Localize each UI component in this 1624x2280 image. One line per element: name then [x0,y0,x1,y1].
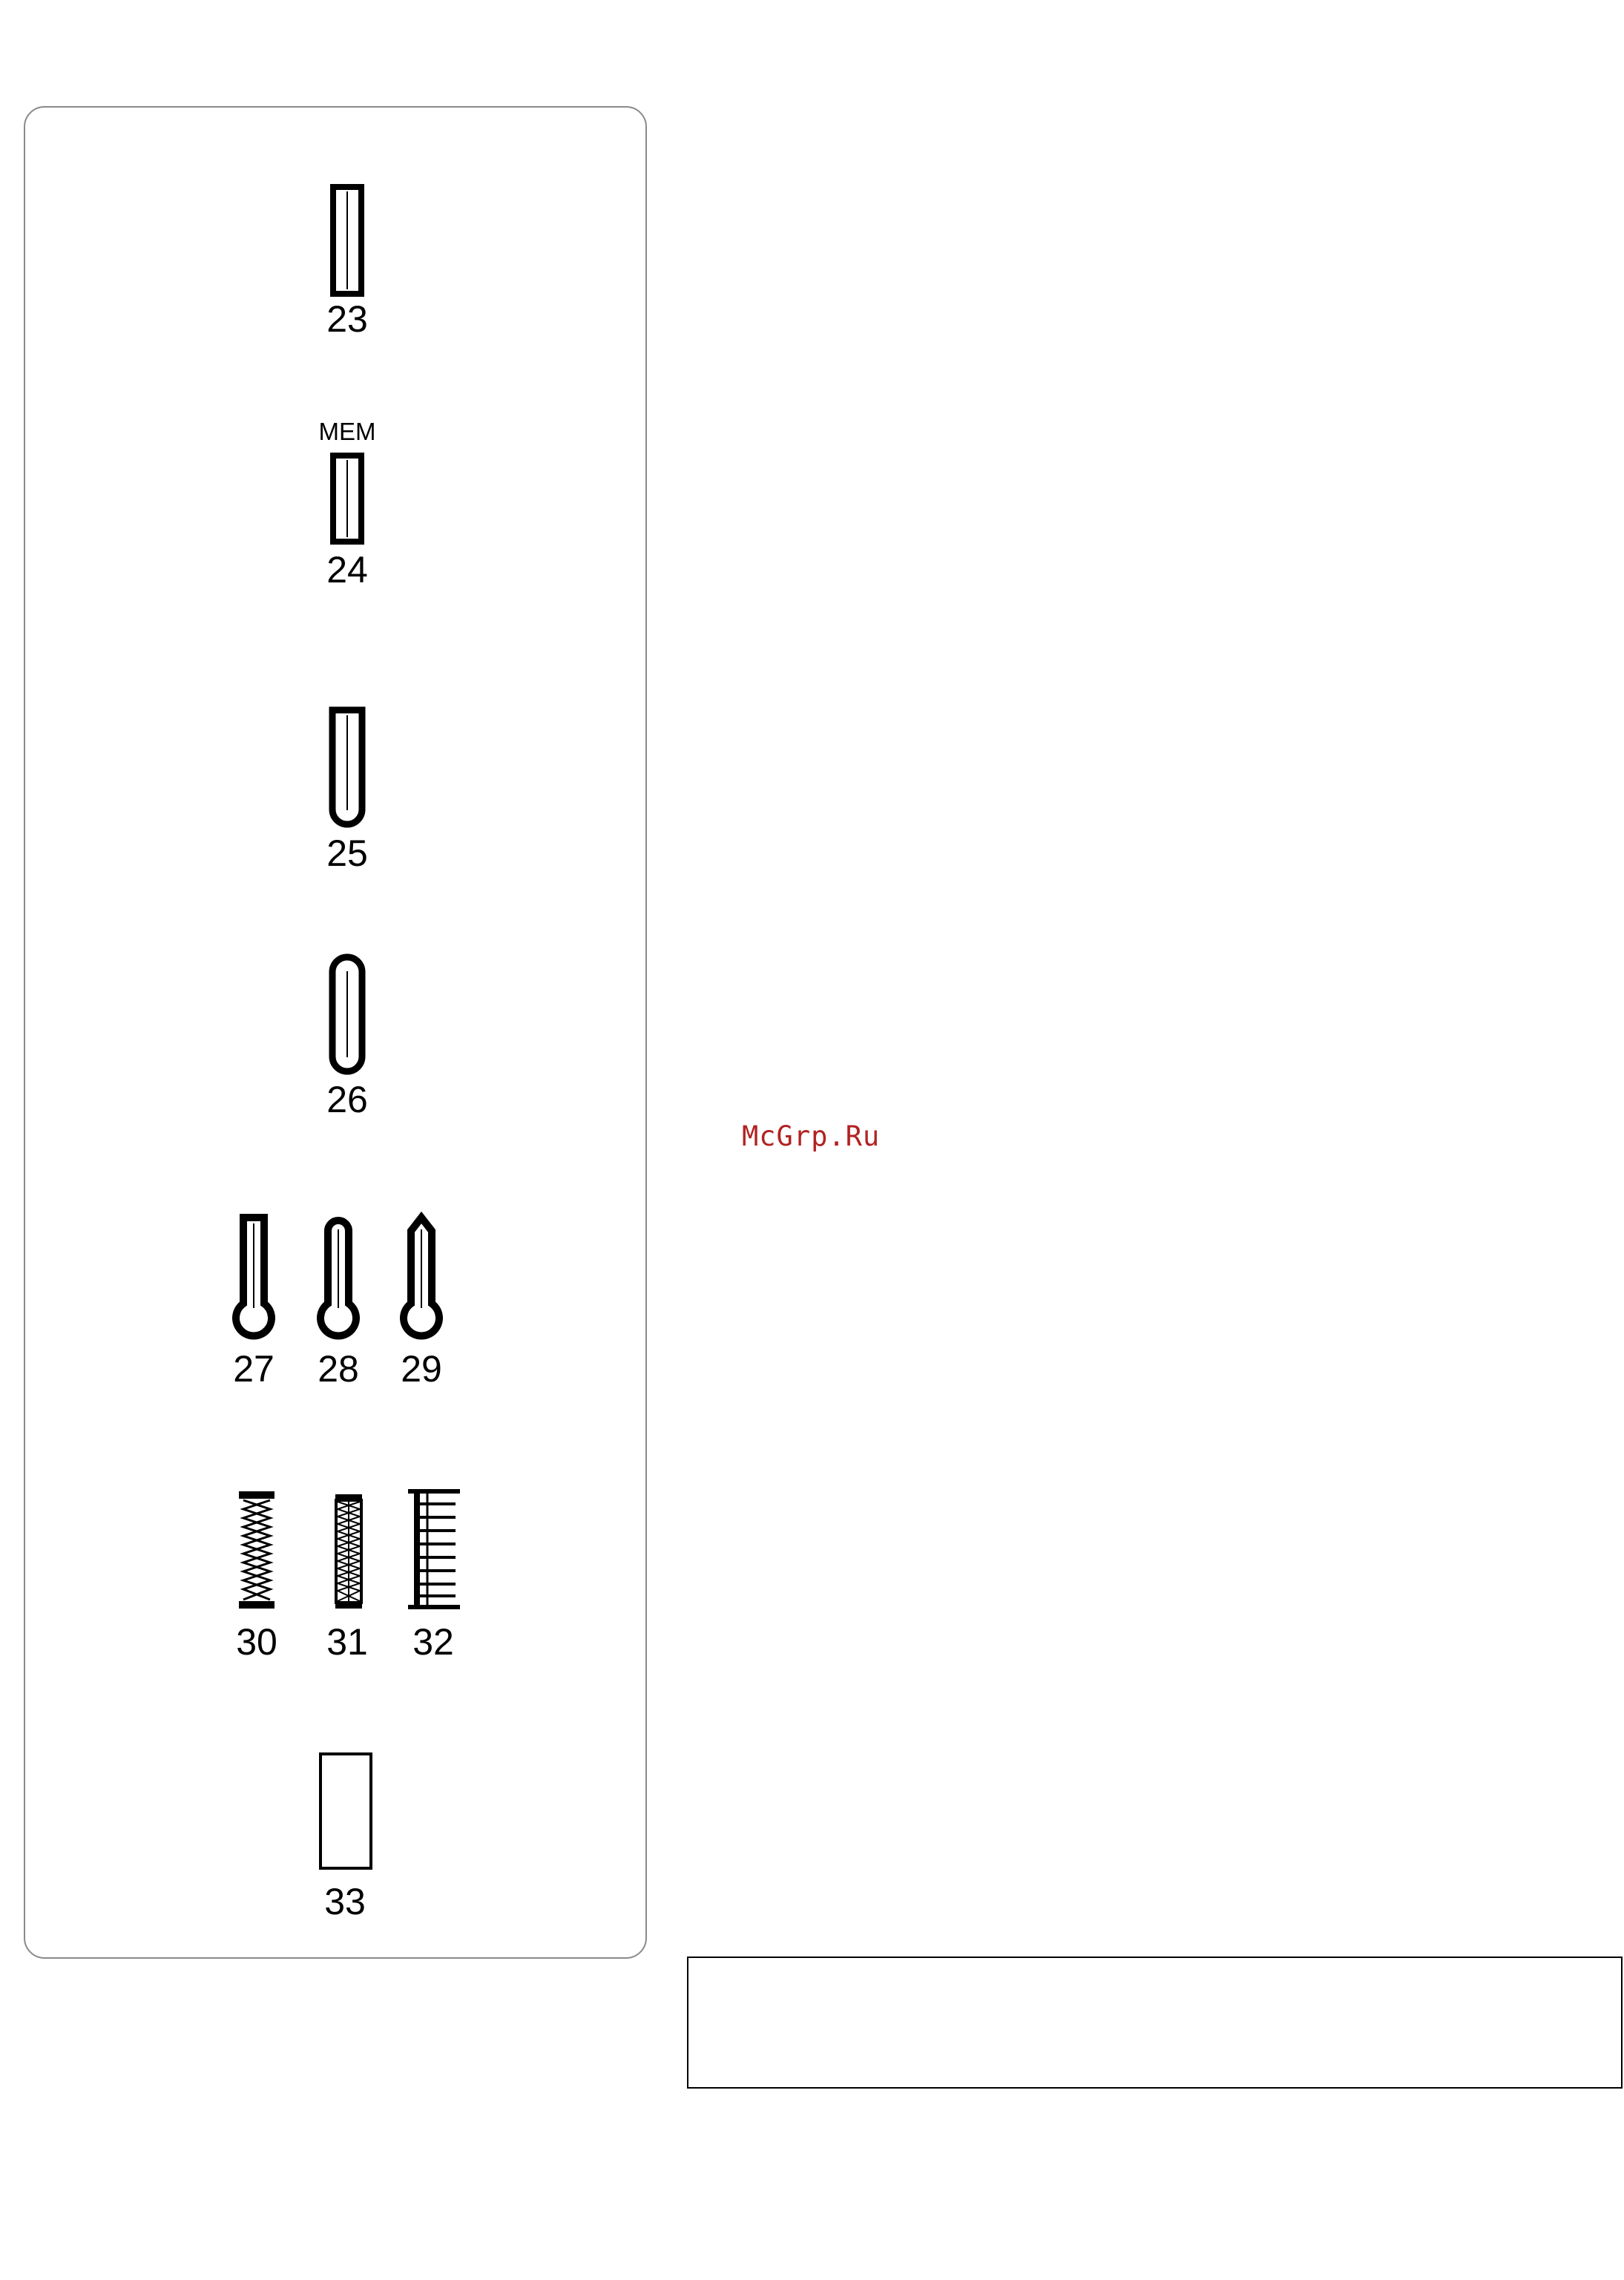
watermark-text: McGrp.Ru [742,1120,881,1152]
stitch-number-24: 24 [326,549,368,591]
stitch-number-25: 25 [326,832,368,874]
keyhole-28-icon [315,1213,361,1332]
stitch-number-27: 27 [233,1348,274,1390]
stitch-number-28: 28 [318,1348,359,1390]
bar-buttonhole-32-icon [407,1488,461,1611]
decorative-buttonhole-31-icon [332,1493,365,1610]
footer-box [687,1957,1623,2089]
keyhole-29-icon [398,1213,444,1332]
stitch-number-32: 32 [412,1621,454,1663]
mem-label: MEM [318,418,376,445]
stitch-number-26: 26 [326,1079,368,1120]
stitch-number-30: 30 [236,1621,277,1663]
buttonhole-23-icon [330,184,364,297]
stitch-number-33: 33 [324,1881,366,1922]
buttonhole-26-icon [329,953,366,1075]
stretch-buttonhole-30-icon [236,1490,277,1610]
keyhole-27-icon [231,1213,277,1332]
stitch-number-29: 29 [401,1348,442,1390]
patch-33-icon [319,1752,372,1870]
buttonhole-24-icon [330,453,364,545]
buttonhole-25-icon [329,706,366,828]
stitch-number-31: 31 [326,1621,368,1663]
stitch-number-23: 23 [326,298,368,340]
